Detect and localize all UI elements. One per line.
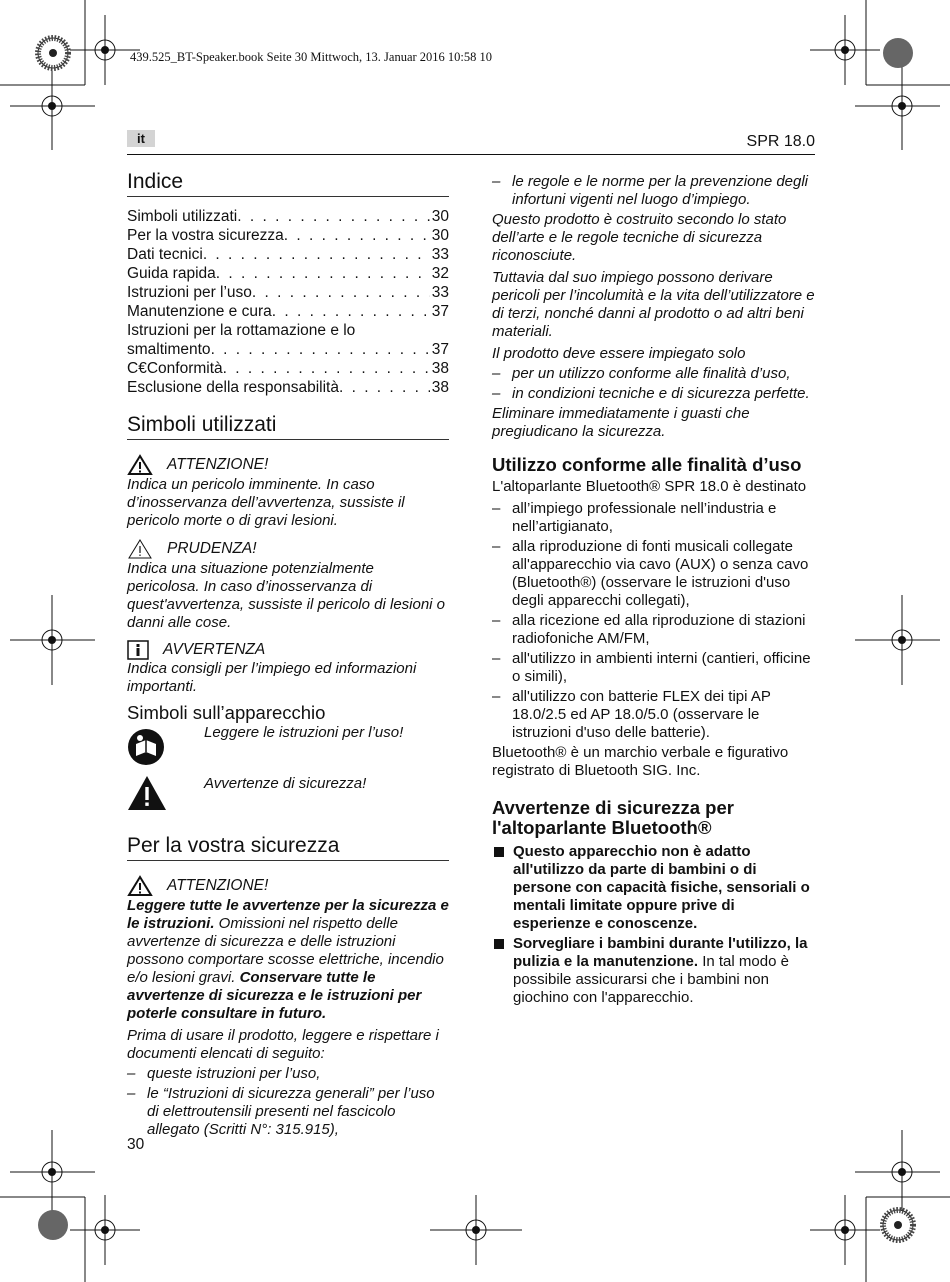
warning-triangle-icon [127, 875, 153, 897]
toc-entry[interactable]: Istruzioni per l’uso . . . 33 [127, 283, 449, 302]
attention-text: Indica un pericolo imminente. In caso d’inosservanza dell’avvertenza, sussiste il pericolo morte o di gravi lesioni. [127, 476, 405, 529]
header-rule [127, 154, 815, 155]
ce-mark: C€ [127, 360, 147, 377]
toc-entry[interactable]: Istruzioni per la rottamazione e lo smaltimento . . . 37 [127, 321, 449, 359]
list-item: – all'utilizzo in ambienti interni (cantieri, officine o simili), [492, 650, 815, 686]
info-icon [127, 640, 149, 660]
intended-use-list [492, 500, 815, 742]
language-tab: it [127, 130, 155, 147]
attention-heading: ATTENZIONE! [127, 454, 449, 476]
list-item: – le “Istruzioni di sicurezza generali” per l’uso di elettroutensili presenti nel fascicolo allegato (Scritti N°: 315.915), [127, 1085, 449, 1139]
list-item: – in condizioni tecniche e di sicurezza perfette. [492, 385, 815, 403]
device-symbols-title: Simboli sull’apparecchio [127, 702, 326, 723]
safety-title: Per la vostra sicurezza [127, 834, 449, 861]
toc-entry[interactable]: C€Conformità . . . 38 [127, 359, 449, 378]
symbols-title: Simboli utilizzati [127, 413, 449, 440]
symbol-row-warning [127, 775, 449, 816]
print-header: 439.525_BT-Speaker.book Seite 30 Mittwoch, 13. Januar 2016 10:58 10 [130, 50, 493, 64]
list-item: – all’impiego professionale nell’industria e nell’artigianato, [492, 500, 815, 536]
toc-entry[interactable]: Per la vostra sicurezza . . . 30 [127, 226, 449, 245]
list-item: – alla ricezione ed alla riproduzione di stazioni radiofoniche AM/FM, [492, 612, 815, 648]
list-item: Sorvegliare i bambini durante l'utilizzo, la pulizia e la manutenzione. In tal modo è possibile assicurarsi che i bambini non giochino con l'apparecchio. [492, 935, 815, 1007]
notice-heading: AVVERTENZA [127, 640, 449, 660]
safety-warnings-text: Avvertenze di sicurezza! [204, 775, 367, 792]
speaker-safety-title: Avvertenze di sicurezza per l'altoparlante Bluetooth® [492, 796, 734, 839]
warning-triangle-icon [127, 454, 153, 476]
caution-text: Indica una situazione potenzialmente pericolosa. In caso d’inosservanza di quest'avvertenza, sussiste il pericolo di lesioni o danni alle cose. [127, 560, 446, 631]
toc-entry[interactable]: Manutenzione e cura . . . 37 [127, 302, 449, 321]
documents-list-continued [492, 173, 815, 209]
toc-list [127, 207, 449, 397]
intended-use-intro: L'altoparlante Bluetooth® SPR 18.0 è destinato [492, 477, 807, 495]
model-name: SPR 18.0 [746, 133, 815, 150]
toc-title: Indice [127, 170, 449, 197]
warning-filled-icon [127, 775, 167, 811]
intended-use-title: Utilizzo conforme alle finalità d’uso [492, 454, 802, 475]
toc-entry[interactable]: Esclusione della responsabilità . . . 38 [127, 378, 449, 397]
dangers-text: Tuttavia dal suo impiego possono derivare pericoli per l’incolumità e la vita dell’utilizzatore e di terzi, nonché danni al prodotto o ad altri beni materiali. [492, 269, 815, 340]
trademark-text: Bluetooth® è un marchio verbale e figurativo registrato di Bluetooth SIG. Inc. [492, 743, 789, 779]
notice-text: Indica consigli per l’impiego ed informazioni importanti. [127, 660, 417, 695]
list-item: – per un utilizzo conforme alle finalità d’uso, [492, 365, 815, 383]
safety-intro: Leggere tutte le avvertenze per la sicurezza e le istruzioni. Omissioni nel rispetto delle avvertenze di sicurezza e delle istruzioni possono comportare scosse elettriche, incendio e/o lesioni gravi. Conservare tutte le avvertenze di sicurezza e le istruzioni per poterle consultare in futuro. [127, 897, 449, 1022]
only-use-text: Il prodotto deve essere impiegato solo [492, 345, 746, 362]
list-item: – le regole e le norme per la prevenzione degli infortuni vigenti nel luogo d’impiego. [492, 173, 815, 209]
caution-heading: PRUDENZA! [127, 538, 449, 560]
toc-entry[interactable]: Dati tecnici . . . 33 [127, 245, 449, 264]
right-column [492, 173, 815, 1011]
symbol-row-read [127, 724, 449, 771]
list-item: – all'utilizzo con batterie FLEX dei tipi AP 18.0/2.5 ed AP 18.0/5.0 (osservare le istruzioni d'uso delle batterie). [492, 688, 815, 742]
page-number: 30 [127, 1136, 145, 1153]
caution-triangle-icon [127, 538, 153, 560]
eliminate-text: Eliminare immediatamente i guasti che pregiudicano la sicurezza. [492, 405, 750, 440]
speaker-safety-list [492, 843, 815, 1007]
read-manual-text: Leggere le istruzioni per l’uso! [204, 724, 404, 741]
before-use-text: Prima di usare il prodotto, leggere e rispettare i documenti elencati di seguito: [127, 1027, 439, 1062]
state-of-art-text: Questo prodotto è costruito secondo lo stato dell’arte e le regole tecniche di sicurezza riconosciute. [492, 211, 787, 264]
list-item: – alla riproduzione di fonti musicali collegate all'apparecchio via cavo (AUX) o senza cavo (Bluetooth®) (osservare le istruzioni d'uso degli apparecchi collegati), [492, 538, 815, 610]
safety-attention-heading: ATTENZIONE! [127, 875, 449, 897]
read-manual-icon [127, 728, 165, 766]
list-item: Questo apparecchio non è adatto all'utilizzo da parte di bambini o di persone con capacità fisiche, sensoriali o mentali limitate oppure prive di esperienze e conoscenze. [492, 843, 815, 933]
conditions-list [492, 365, 815, 403]
documents-list [127, 1065, 449, 1139]
toc-entry[interactable]: Guida rapida . . . 32 [127, 264, 449, 283]
toc-entry[interactable]: Simboli utilizzati . . . 30 [127, 207, 449, 226]
list-item: – queste istruzioni per l’uso, [127, 1065, 449, 1083]
left-column [127, 170, 449, 1141]
